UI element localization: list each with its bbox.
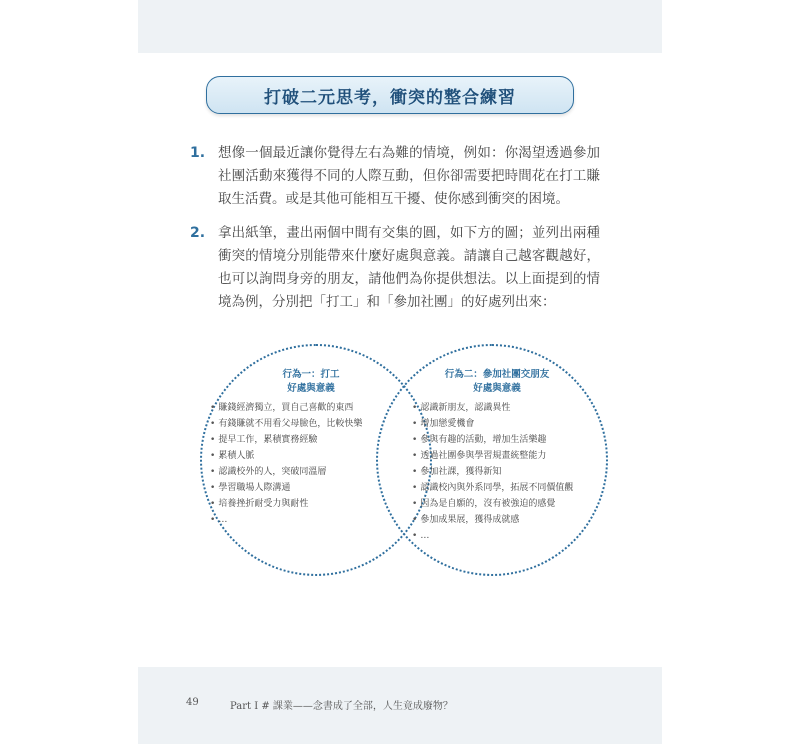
list-item: • … xyxy=(210,512,390,528)
list-item: • 因為是自願的，沒有被強迫的感覺 xyxy=(412,496,602,512)
title-banner xyxy=(206,76,574,114)
list-item: • … xyxy=(412,528,602,544)
list-item: • 累積人脈 xyxy=(210,448,390,464)
left-heading-behavior: 行為一：打工 xyxy=(282,369,340,380)
book-page xyxy=(138,0,662,744)
exercise-item-2 xyxy=(190,222,600,314)
item-text: 拿出紙筆，畫出兩個中間有交集的圓，如下方的圖；並列出兩種衝突的情境分別能帶來什麼好處與意義。請讓自己越客觀越好，也可以詢問身旁的朋友，請他們為你提供想法。以上面提到的情境為例，分別把「打工」和「參加社團」的好處列出來： xyxy=(218,225,600,310)
list-item: • 有錢賺就不用看父母臉色，比較快樂 xyxy=(210,416,390,432)
page-title: 打破二元思考，衝突的整合練習 xyxy=(264,87,516,108)
item-number: 1. xyxy=(190,145,206,161)
item-text: 想像一個最近讓你覺得左右為難的情境，例如：你渴望透過參加社團活動來獲得不同的人際互動，但你卻需要把時間花在打工賺取生活費。或是其他可能相互干擾、使你感到衝突的困境。 xyxy=(218,145,600,207)
right-heading-benefits: 好處與意義 xyxy=(473,383,521,394)
left-heading-benefits: 好處與意義 xyxy=(287,383,335,394)
list-item: • 參與有趣的活動，增加生活樂趣 xyxy=(412,432,602,448)
right-circle-heading xyxy=(422,368,572,396)
list-item: • 認識校內與外系同學，拓展不同價值觀 xyxy=(412,480,602,496)
list-item: • 培養挫折耐受力與耐性 xyxy=(210,496,390,512)
item-number: 2. xyxy=(190,225,206,241)
list-item: • 參加社課，獲得新知 xyxy=(412,464,602,480)
list-item: • 認識新朋友，認識異性 xyxy=(412,400,602,416)
list-item: • 增加戀愛機會 xyxy=(412,416,602,432)
list-item: • 學習職場人際溝通 xyxy=(210,480,390,496)
left-circle-heading xyxy=(246,368,376,396)
right-heading-behavior: 行為二：參加社團交朋友 xyxy=(444,369,550,380)
list-item: • 賺錢經濟獨立，買自己喜歡的東西 xyxy=(210,400,390,416)
list-item: • 提早工作，累積實務經驗 xyxy=(210,432,390,448)
venn-diagram xyxy=(194,338,604,588)
page-number: 49 xyxy=(186,697,199,708)
right-benefit-list xyxy=(412,400,602,544)
exercise-item-1 xyxy=(190,142,600,211)
top-band xyxy=(138,0,662,53)
list-item: • 參加成果展，獲得成就感 xyxy=(412,512,602,528)
list-item: • 透過社團參與學習規畫統整能力 xyxy=(412,448,602,464)
running-title: Part I # 課業——念書成了全部，人生竟成廢物？ xyxy=(230,701,453,712)
left-benefit-list xyxy=(210,400,390,528)
list-item: • 認識校外的人，突破同溫層 xyxy=(210,464,390,480)
